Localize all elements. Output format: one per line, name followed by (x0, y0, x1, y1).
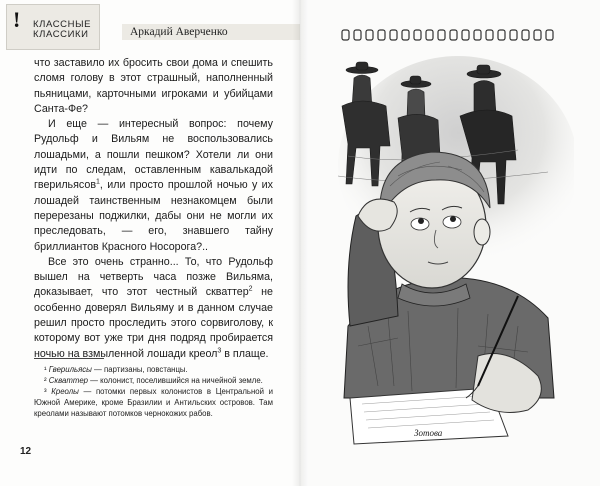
footnote-divider (34, 358, 104, 359)
footnote-3-text: — потомки первых колонистов в Центральной и Южной Америке, кроме Бразилии и Антильских островов. Там креолами называют потомков чернокожих рабов. (34, 387, 273, 418)
paragraph-2 (34, 117, 273, 255)
spiral-binding (338, 28, 570, 40)
author-name: Аркадий Аверченко (122, 24, 300, 40)
footnote-ref-3: 3 (217, 347, 222, 355)
artist-signature: Зотова (414, 428, 443, 438)
exclamation-icon: ! (13, 7, 21, 32)
series-title-line2: КЛАССИКИ (33, 29, 89, 40)
paragraph-3-text-c: в плаще. (221, 347, 269, 360)
footnote-1-num: ¹ (44, 365, 47, 374)
series-title-line1: КЛАССНЫЕ (33, 19, 92, 30)
footnote-1 (34, 364, 273, 375)
footnote-1-text: — партизаны, повстанцы. (91, 365, 188, 374)
paragraph-2-text-b: , или просто прошлой ночью у их лошадей таинственным незнакомцем были перерезаны поджилки, дабы они не могли их преследовать, — его, знавшего тайну бриллиантов Красного Носорога?.. (34, 179, 273, 253)
footnotes (34, 364, 273, 419)
paragraph-3 (34, 255, 273, 362)
footnote-3 (34, 386, 273, 419)
body-text (34, 56, 273, 362)
footnote-3-num: ³ (44, 387, 47, 396)
series-logo (6, 4, 100, 50)
boy-daydreaming-riders-illustration (328, 26, 574, 446)
footnote-2-text: — колонист, поселившийся на ничейной земле. (88, 376, 263, 385)
page-header (0, 0, 295, 46)
paragraph-3-text-a: Все это очень странно... То, что Рудольф вышел на четверть часа позже Вильяма, доказывает, что этот честный скваттер (34, 255, 273, 299)
page-number: 12 (20, 446, 32, 457)
paragraph-3-text-b: не особенно доверял Вильяму и в данном случае решил просто проследить этого сорвиголову, к которому вот уже три дня подряд пробирается ночью на взмыленной лошади креол (34, 286, 273, 360)
footnote-1-term: Гверильясы (48, 365, 92, 374)
paragraph-2-text-a: И еще — интересный вопрос: почему Рудольф и Вильям не воспользовались лошадьми, а пошли пешком? Хотели ли они идти по следам, оставленным кавалькадой гверильясов (34, 118, 273, 192)
book-gutter (292, 0, 308, 486)
footnote-3-term: Креолы (51, 387, 79, 396)
paragraph-1: что заставило их бросить свои дома и спешить сломя голову в этот страшный, наполненный пьяницами, карточными игроками и убийцами Санта-Фе? (34, 57, 273, 115)
footnote-2-term: Скваттер (48, 376, 88, 385)
footnote-2-num: ² (44, 376, 47, 385)
footnote-2 (34, 375, 273, 386)
series-title (33, 20, 91, 40)
footnote-ref-1: 1 (96, 178, 100, 186)
footnote-ref-2: 2 (248, 285, 253, 293)
